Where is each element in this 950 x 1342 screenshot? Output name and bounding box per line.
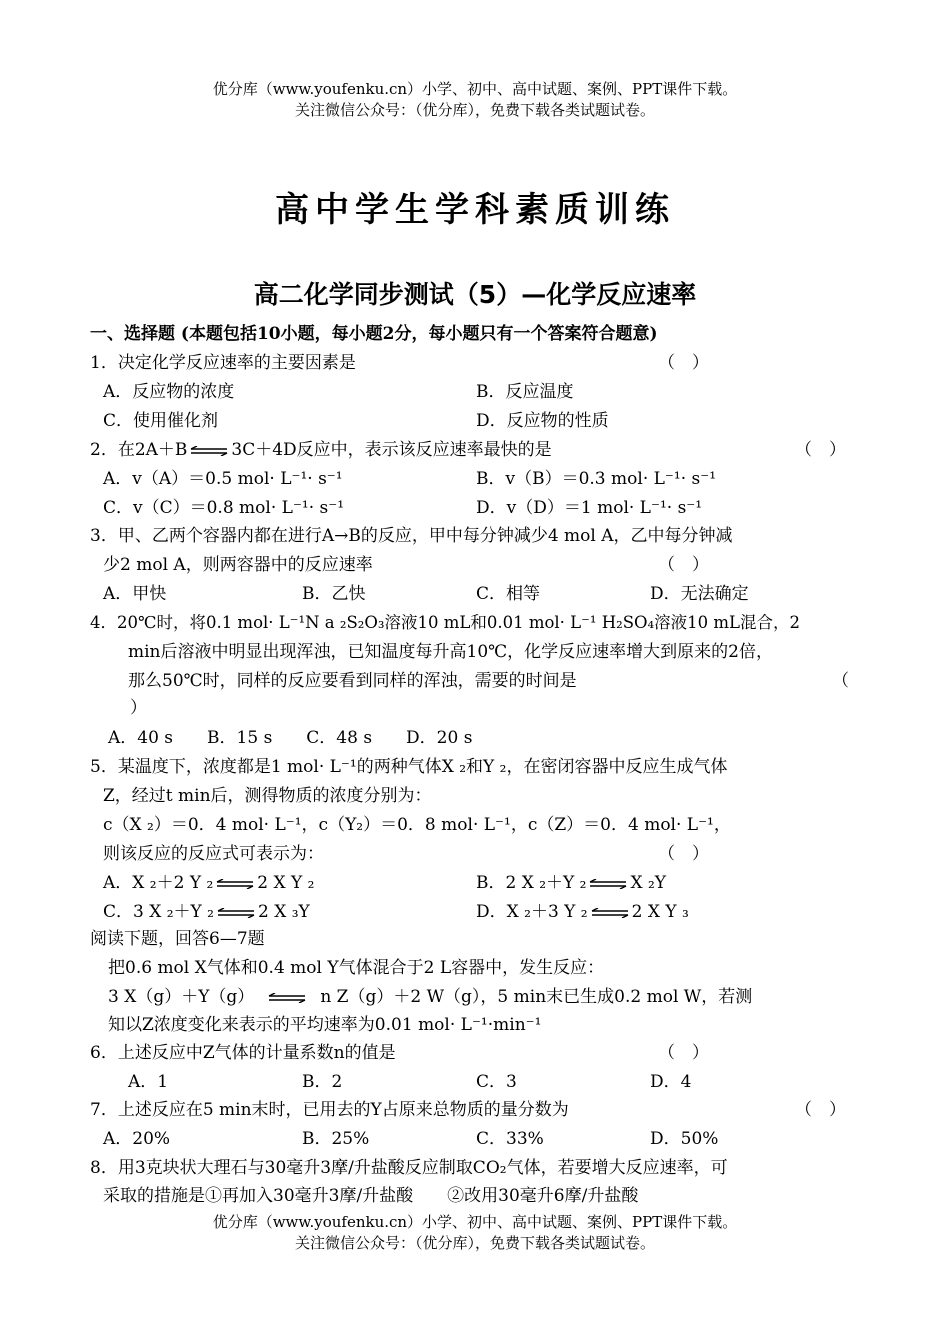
q3-option-a: A．甲快 — [103, 584, 167, 604]
q4-options: A．40 s B．15 s C．48 s D．20 s — [108, 728, 473, 748]
page-title: 高中学生学科素质训练 — [275, 190, 675, 230]
q2-option-a: A．v（A）＝0.5 mol· L⁻¹· s⁻¹ — [103, 469, 343, 489]
q6-option-d: D．4 — [650, 1072, 692, 1092]
section-heading: 一、选择题 (本题包括10小题，每小题2分，每小题只有一个答案符合题意) — [90, 324, 658, 344]
q5-stem-line-3: c（X ₂）＝0．4 mol· L⁻¹，c（Y₂）＝0．8 mol· L⁻¹，c（Z）＝0．4 mol· L⁻¹， — [103, 815, 731, 835]
header-line-2: 关注微信公众号：（优分库），免费下载各类试题试卷。 — [294, 101, 655, 119]
q2-option-d: D．v（D）＝1 mol· L⁻¹· s⁻¹ — [476, 498, 703, 518]
q6-stem: 6．上述反应中Z气体的计量系数n的值是 — [90, 1043, 396, 1063]
q7-option-b: B．25% — [302, 1129, 370, 1149]
q2-stem — [90, 438, 552, 462]
reading-line-2 — [108, 985, 752, 1009]
q8-stem-line-1: 8．用3克块状大理石与30毫升3摩/升盐酸反应制取CO₂气体，若要增大反应速率，可 — [90, 1158, 728, 1178]
reading-reaction-right: n Z（g）＋2 W（g），5 min末已生成0.2 mol W，若测 — [320, 987, 753, 1007]
reading-line-3: 知以Z浓度变化来表示的平均速率为0.01 mol· L⁻¹·min⁻¹ — [108, 1015, 542, 1035]
reading-reaction-left: 3 X（g）＋Y（g） — [108, 987, 255, 1007]
equilibrium-arrow-icon — [268, 993, 306, 1003]
reading-intro: 阅读下题，回答6—7题 — [90, 929, 265, 949]
q3-stem-line-1: 3．甲、乙两个容器内都在进行A→B的反应，甲中每分钟减少4 mol A，乙中每分钟减 — [90, 526, 733, 546]
q2-option-c: C．v（C）＝0.8 mol· L⁻¹· s⁻¹ — [103, 498, 345, 518]
q7-bracket: （ ） — [795, 1100, 846, 1120]
q4-stem-line-1: 4．20℃时，将0.1 mol· L⁻¹N a ₂S₂O₃溶液10 mL和0.01 mol· L⁻¹ H₂SO₄溶液10 mL混合，2 — [90, 613, 800, 632]
page-subtitle: 高二化学同步测试（5）—化学反应速率 — [253, 280, 697, 309]
footer-line-2: 关注微信公众号：（优分库），免费下载各类试题试卷。 — [294, 1234, 655, 1252]
q1-option-b: B．反应温度 — [476, 382, 574, 402]
q7-option-a: A．20% — [103, 1129, 171, 1149]
q5-option-d-right: 2 X Y ₃ — [631, 902, 689, 922]
q5-stem-line-4: 则该反应的反应式可表示为： — [103, 844, 324, 864]
q5-option-b-left: B．2 X ₂＋Y ₂ — [476, 873, 587, 893]
q4-stem-line-2: min后溶液中明显出现浑浊，已知温度每升高10℃，化学反应速率增大到原来的2倍， — [128, 642, 773, 662]
q1-option-c: C．使用催化剂 — [103, 411, 219, 431]
footer-line-1: 优分库（www.youfenku.cn）小学、初中、高中试题、案例、PPT课件下载。 — [212, 1213, 738, 1231]
equilibrium-arrow-icon — [217, 908, 255, 918]
q2-bracket: （ ） — [795, 440, 846, 460]
q3-stem-line-2: 少2 mol A，则两容器中的反应速率 — [103, 555, 373, 575]
q5-stem-line-1: 5．某温度下，浓度都是1 mol· L⁻¹的两种气体X ₂和Y ₂，在密闭容器中反应生成气体 — [90, 757, 728, 777]
q5-option-a — [103, 871, 314, 895]
equilibrium-arrow-icon — [216, 879, 254, 889]
q3-option-d: D．无法确定 — [650, 584, 749, 604]
q7-option-c: C．33% — [476, 1129, 544, 1149]
q7-option-d: D．50% — [650, 1129, 719, 1149]
q6-option-b: B．2 — [302, 1072, 343, 1092]
q5-option-a-left: A．X ₂＋2 Y ₂ — [103, 873, 214, 893]
equilibrium-arrow-icon — [591, 908, 629, 918]
q5-option-c-right: 2 X ₃Y — [258, 902, 310, 922]
q7-stem: 7．上述反应在5 min末时，已用去的Y占原来总物质的量分数为 — [90, 1100, 569, 1120]
equilibrium-arrow-icon — [589, 879, 627, 889]
q6-bracket: （ ） — [658, 1043, 709, 1063]
q5-bracket: （ ） — [658, 844, 709, 864]
q5-option-c-left: C．3 X ₂＋Y ₂ — [103, 902, 214, 922]
q3-option-b: B．乙快 — [302, 584, 366, 604]
q1-option-d: D．反应物的性质 — [476, 411, 609, 431]
header-line-1: 优分库（www.youfenku.cn）小学、初中、高中试题、案例、PPT课件下载。 — [212, 80, 738, 98]
q5-option-c — [103, 900, 310, 924]
q3-bracket: （ ） — [658, 555, 709, 575]
q5-option-b-right: X ₂Y — [630, 873, 667, 893]
q5-option-b — [476, 871, 666, 895]
q3-option-c: C．相等 — [476, 584, 541, 604]
q2-option-b: B．v（B）＝0.3 mol· L⁻¹· s⁻¹ — [476, 469, 717, 489]
q8-stem-line-2: 采取的措施是①再加入30毫升3摩/升盐酸 ②改用30毫升6摩/升盐酸 — [103, 1186, 639, 1206]
equilibrium-arrow-icon — [190, 446, 228, 456]
q2-stem-pre: 2．在2A＋B — [90, 440, 188, 460]
q1-stem: 1．决定化学反应速率的主要因素是 — [90, 353, 356, 373]
q5-option-a-right: 2 X Y ₂ — [257, 873, 315, 893]
q5-option-d — [476, 900, 689, 924]
q4-bracket-left: （ — [832, 671, 849, 691]
q4-bracket-right: ） — [130, 698, 147, 718]
q6-option-a: A．1 — [128, 1072, 169, 1092]
reading-line-1: 把0.6 mol X气体和0.4 mol Y气体混合于2 L容器中，发生反应： — [108, 958, 605, 978]
q4-stem-line-3: 那么50℃时，同样的反应要看到同样的浑浊，需要的时间是 — [128, 671, 577, 691]
q1-bracket: （ ） — [658, 353, 709, 373]
q6-option-c: C．3 — [476, 1072, 517, 1092]
q2-stem-post: 3C＋4D反应中，表示该反应速率最快的是 — [231, 440, 552, 460]
q5-option-d-left: D．X ₂＋3 Y ₂ — [476, 902, 588, 922]
q5-stem-line-2: Z，经过t min后，测得物质的浓度分别为： — [103, 786, 432, 806]
q1-option-a: A．反应物的浓度 — [103, 382, 235, 402]
